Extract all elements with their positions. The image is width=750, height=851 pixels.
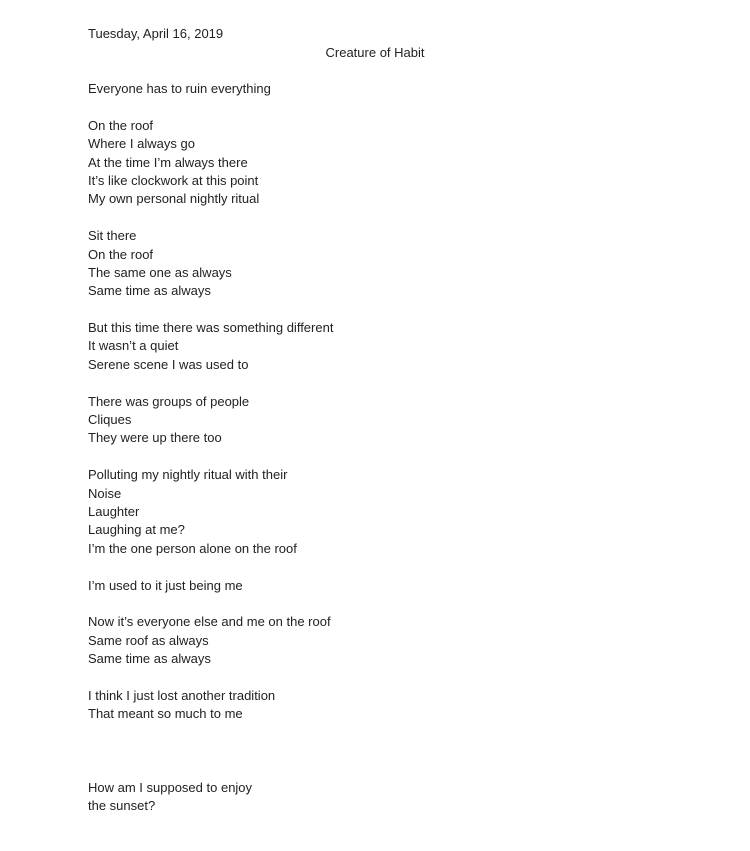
poem-line: Serene scene I was used to	[88, 356, 249, 372]
poem-line: At the time I’m always there	[88, 154, 248, 170]
poem-line	[88, 595, 708, 613]
poem-line: There was groups of people	[88, 393, 250, 409]
poem-line: My own personal nightly ritual	[88, 191, 260, 207]
poem-line	[88, 98, 708, 116]
poem-line: Cliques	[88, 412, 132, 428]
poem-line: Where I always go	[88, 136, 195, 152]
poem-body	[88, 80, 708, 816]
poem-line: They were up there too	[88, 430, 222, 446]
poem-line	[88, 558, 708, 576]
poem-line: Noise	[88, 485, 122, 501]
poem-line	[88, 374, 708, 392]
poem-line: Now it’s everyone else and me on the roof	[88, 614, 331, 630]
poem-line: The same one as always	[88, 264, 232, 280]
poem-line	[88, 760, 708, 778]
poem-line	[88, 209, 708, 227]
poem-title: Creature of Habit	[325, 45, 425, 60]
poem-line	[88, 669, 708, 687]
poem-line: Same time as always	[88, 283, 211, 299]
poem-line: It’s like clockwork at this point	[88, 172, 259, 188]
poem-line: It wasn’t a quiet	[88, 338, 179, 354]
poem-line	[88, 742, 708, 760]
poem-line: Laughing at me?	[88, 522, 185, 538]
poem-line	[88, 448, 708, 466]
poem-line	[88, 724, 708, 742]
poem-line: Same time as always	[88, 651, 211, 667]
poem-line: I’m used to it just being me	[88, 577, 243, 593]
poem-line: Laughter	[88, 503, 140, 519]
poem-line: But this time there was something different	[88, 320, 334, 336]
poem-line	[88, 301, 708, 319]
poem-line: the sunset?	[88, 798, 156, 814]
poem-line: I think I just lost another tradition	[88, 687, 276, 703]
poem-line: On the roof	[88, 117, 154, 133]
poem-line: I’m the one person alone on the roof	[88, 540, 297, 556]
document-date: Tuesday, April 16, 2019	[88, 26, 224, 41]
poem-line: On the roof	[88, 246, 154, 262]
poem-line: How am I supposed to enjoy	[88, 779, 253, 795]
poem-line: Same roof as always	[88, 632, 209, 648]
poem-line: Polluting my nightly ritual with their	[88, 467, 288, 483]
poem-line: Sit there	[88, 228, 137, 244]
poem-line: That meant so much to me	[88, 706, 243, 722]
poem-line: Everyone has to ruin everything	[88, 81, 271, 96]
